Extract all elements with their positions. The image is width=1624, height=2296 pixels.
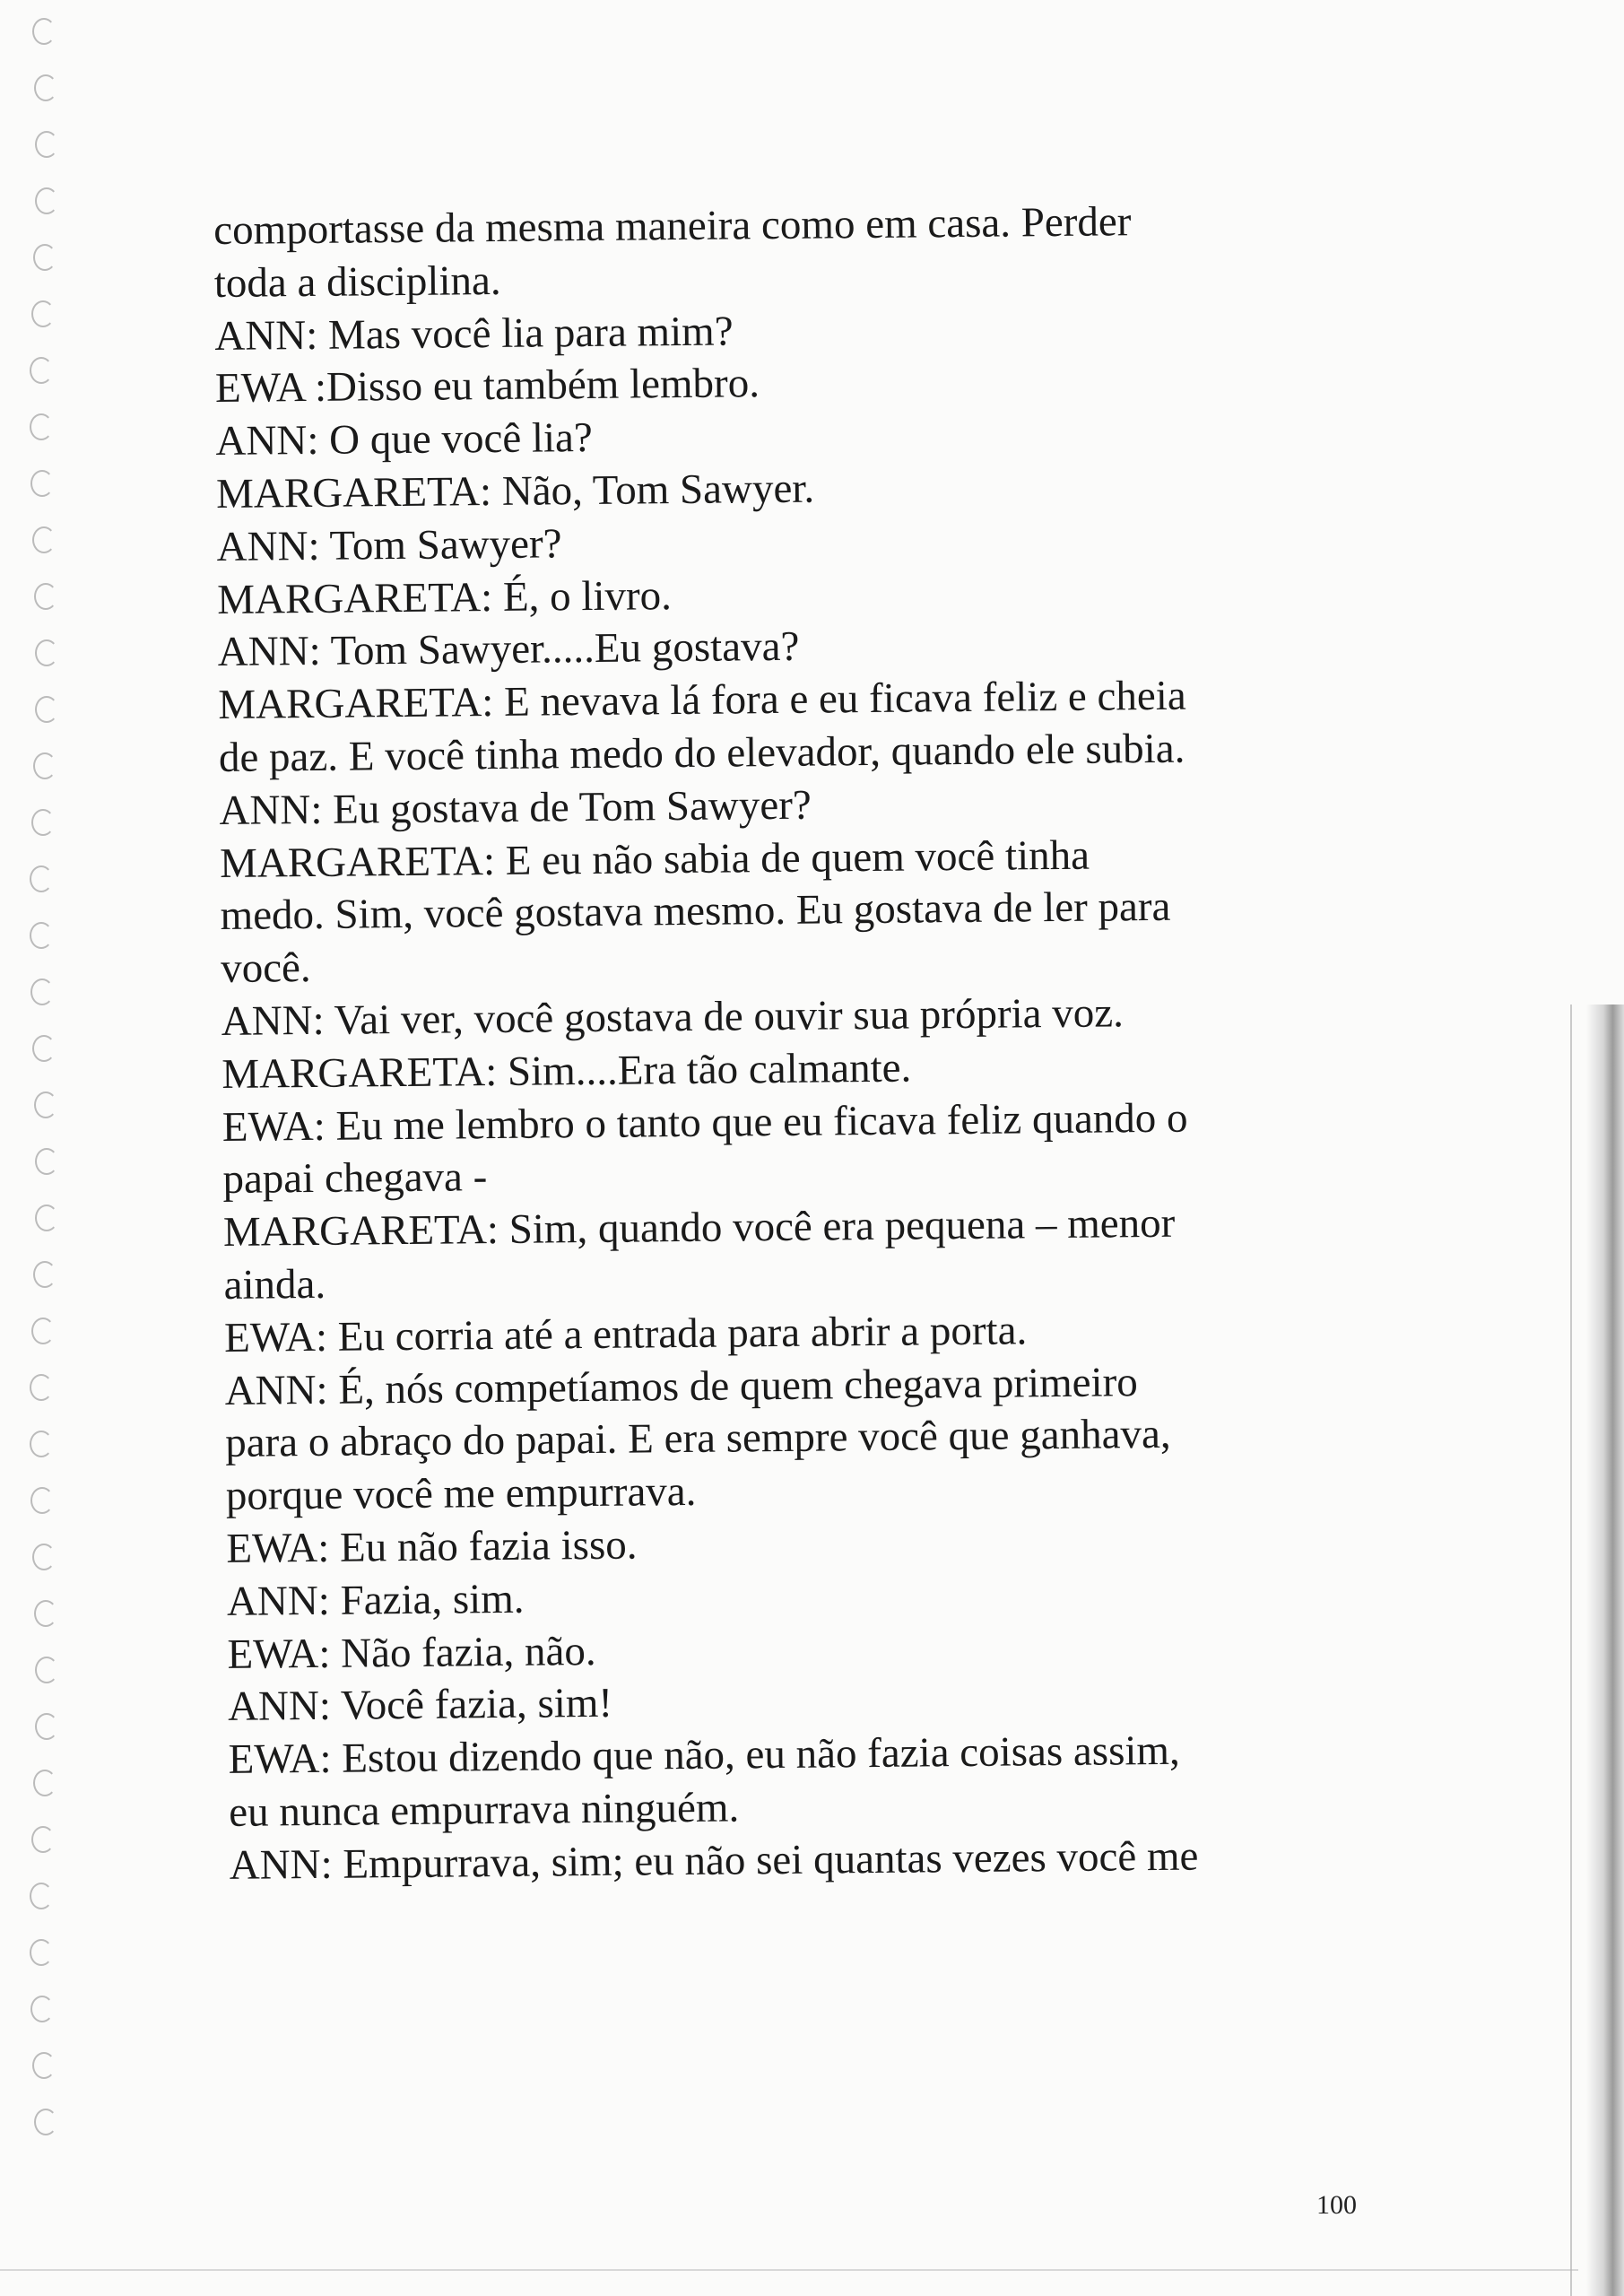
binder-hole-icon — [34, 1600, 57, 1627]
text-line: toda a disciplina. — [213, 257, 501, 307]
dialogue-line: EWA: Estou dizendo que não, eu não fazia coisas assim, — [228, 1726, 1180, 1784]
binder-hole-icon — [31, 809, 55, 836]
text-line: eu nunca empurrava ninguém. — [228, 1784, 740, 1836]
dialogue-line: ANN: Fazia, sim. — [226, 1575, 525, 1625]
dialogue-line: MARGARETA: Sim, quando você era pequena – menor — [222, 1199, 1176, 1257]
dialogue-line: MARGARETA: É, o livro. — [216, 571, 673, 623]
binder-hole-icon — [35, 1148, 58, 1175]
text-line: ainda. — [223, 1260, 326, 1309]
dialogue-line: EWA :Disso eu também lembro. — [214, 360, 760, 413]
dialogue-line: EWA: Eu corria até a entrada para abrir a porta. — [223, 1307, 1028, 1361]
binder-hole-icon — [33, 752, 56, 779]
text-line: de paz. E você tinha medo do elevador, quando ele subia. — [218, 725, 1185, 781]
dialogue-line: ANN: Vai ver, você gostava de ouvir sua própria voz. — [221, 989, 1125, 1045]
binder-hole-icon — [30, 1374, 53, 1401]
dialogue-line: ANN: Tom Sawyer.....Eu gostava? — [217, 623, 800, 676]
bottom-edge-line — [0, 2269, 1578, 2271]
dialogue-line: MARGARETA: Sim....Era tão calmante. — [221, 1044, 912, 1098]
binder-hole-icon — [30, 1487, 54, 1514]
binder-hole-icon — [30, 978, 54, 1005]
text-line: papai chegava - — [222, 1153, 488, 1204]
dialogue-line: MARGARETA: Não, Tom Sawyer. — [215, 465, 815, 517]
dialogue-line: ANN: Você fazia, sim! — [227, 1680, 613, 1731]
page-number: 100 — [1316, 2190, 1357, 2220]
binder-hole-icon — [32, 2052, 56, 2079]
text-line: porque você me empurrava. — [225, 1468, 697, 1520]
binder-hole-icon — [30, 922, 53, 949]
binder-hole-icon — [32, 1544, 56, 1570]
dialogue-line: EWA: Não fazia, não. — [227, 1627, 596, 1678]
binder-hole-icon — [35, 1713, 58, 1740]
dialogue-line: ANN: Tom Sawyer? — [216, 520, 562, 570]
text-line: para o abraço do papai. E era sempre você que ganhava, — [225, 1411, 1171, 1467]
text-line: comportasse da mesma maneira como em casa. Perder — [213, 198, 1132, 254]
binder-hole-icon — [33, 1770, 56, 1796]
dialogue-line: MARGARETA: E eu não sabia de quem você tinha — [219, 831, 1090, 887]
binder-hole-icon — [34, 74, 57, 101]
binder-hole-icon — [30, 1883, 53, 1909]
binder-hole-icon — [35, 1657, 58, 1683]
dialogue-line: EWA: Eu me lembro o tanto que eu ficava feliz quando o — [221, 1094, 1188, 1151]
dialogue-line: ANN: Mas você lia para mim? — [214, 308, 734, 360]
binder-hole-icon — [32, 526, 56, 553]
binder-holes — [25, 18, 61, 2188]
text-line: você. — [220, 944, 311, 993]
binder-hole-icon — [32, 18, 56, 45]
binder-hole-icon — [30, 357, 53, 384]
binder-hole-icon — [31, 1318, 55, 1344]
dialogue-line: EWA: Eu não fazia isso. — [226, 1521, 638, 1572]
binder-hole-icon — [35, 639, 58, 666]
binder-hole-icon — [32, 1035, 56, 1062]
binder-hole-icon — [30, 1996, 54, 2022]
binder-hole-icon — [33, 1261, 56, 1288]
dialogue-line: ANN: Empurrava, sim; eu não sei quantas vezes você me — [229, 1832, 1199, 1889]
binder-hole-icon — [30, 1431, 53, 1457]
binder-hole-icon — [35, 131, 58, 158]
binder-hole-icon — [30, 1939, 53, 1966]
dialogue-line: MARGARETA: E nevava lá fora e eu ficava feliz e cheia — [218, 672, 1186, 729]
dialogue-line: ANN: Eu gostava de Tom Sawyer? — [219, 781, 812, 834]
binder-hole-icon — [35, 187, 58, 214]
script-text — [213, 193, 1413, 1892]
dialogue-line: ANN: O que você lia? — [215, 414, 594, 465]
binder-hole-icon — [33, 244, 56, 271]
binder-hole-icon — [30, 470, 54, 497]
page-edge-shadow — [1586, 1004, 1624, 2296]
binder-hole-icon — [35, 1205, 58, 1231]
binder-hole-icon — [30, 413, 53, 440]
binder-hole-icon — [34, 583, 57, 610]
binder-hole-icon — [34, 2109, 57, 2135]
binder-hole-icon — [35, 696, 58, 723]
binder-hole-icon — [30, 865, 53, 892]
dialogue-line: ANN: É, nós competíamos de quem chegava primeiro — [224, 1358, 1138, 1414]
binder-hole-icon — [31, 300, 55, 327]
binder-hole-icon — [34, 1091, 57, 1118]
page-edge-line — [1570, 1004, 1572, 2296]
text-line: medo. Sim, você gostava mesmo. Eu gostava de ler para — [220, 883, 1171, 940]
binder-hole-icon — [31, 1826, 55, 1853]
